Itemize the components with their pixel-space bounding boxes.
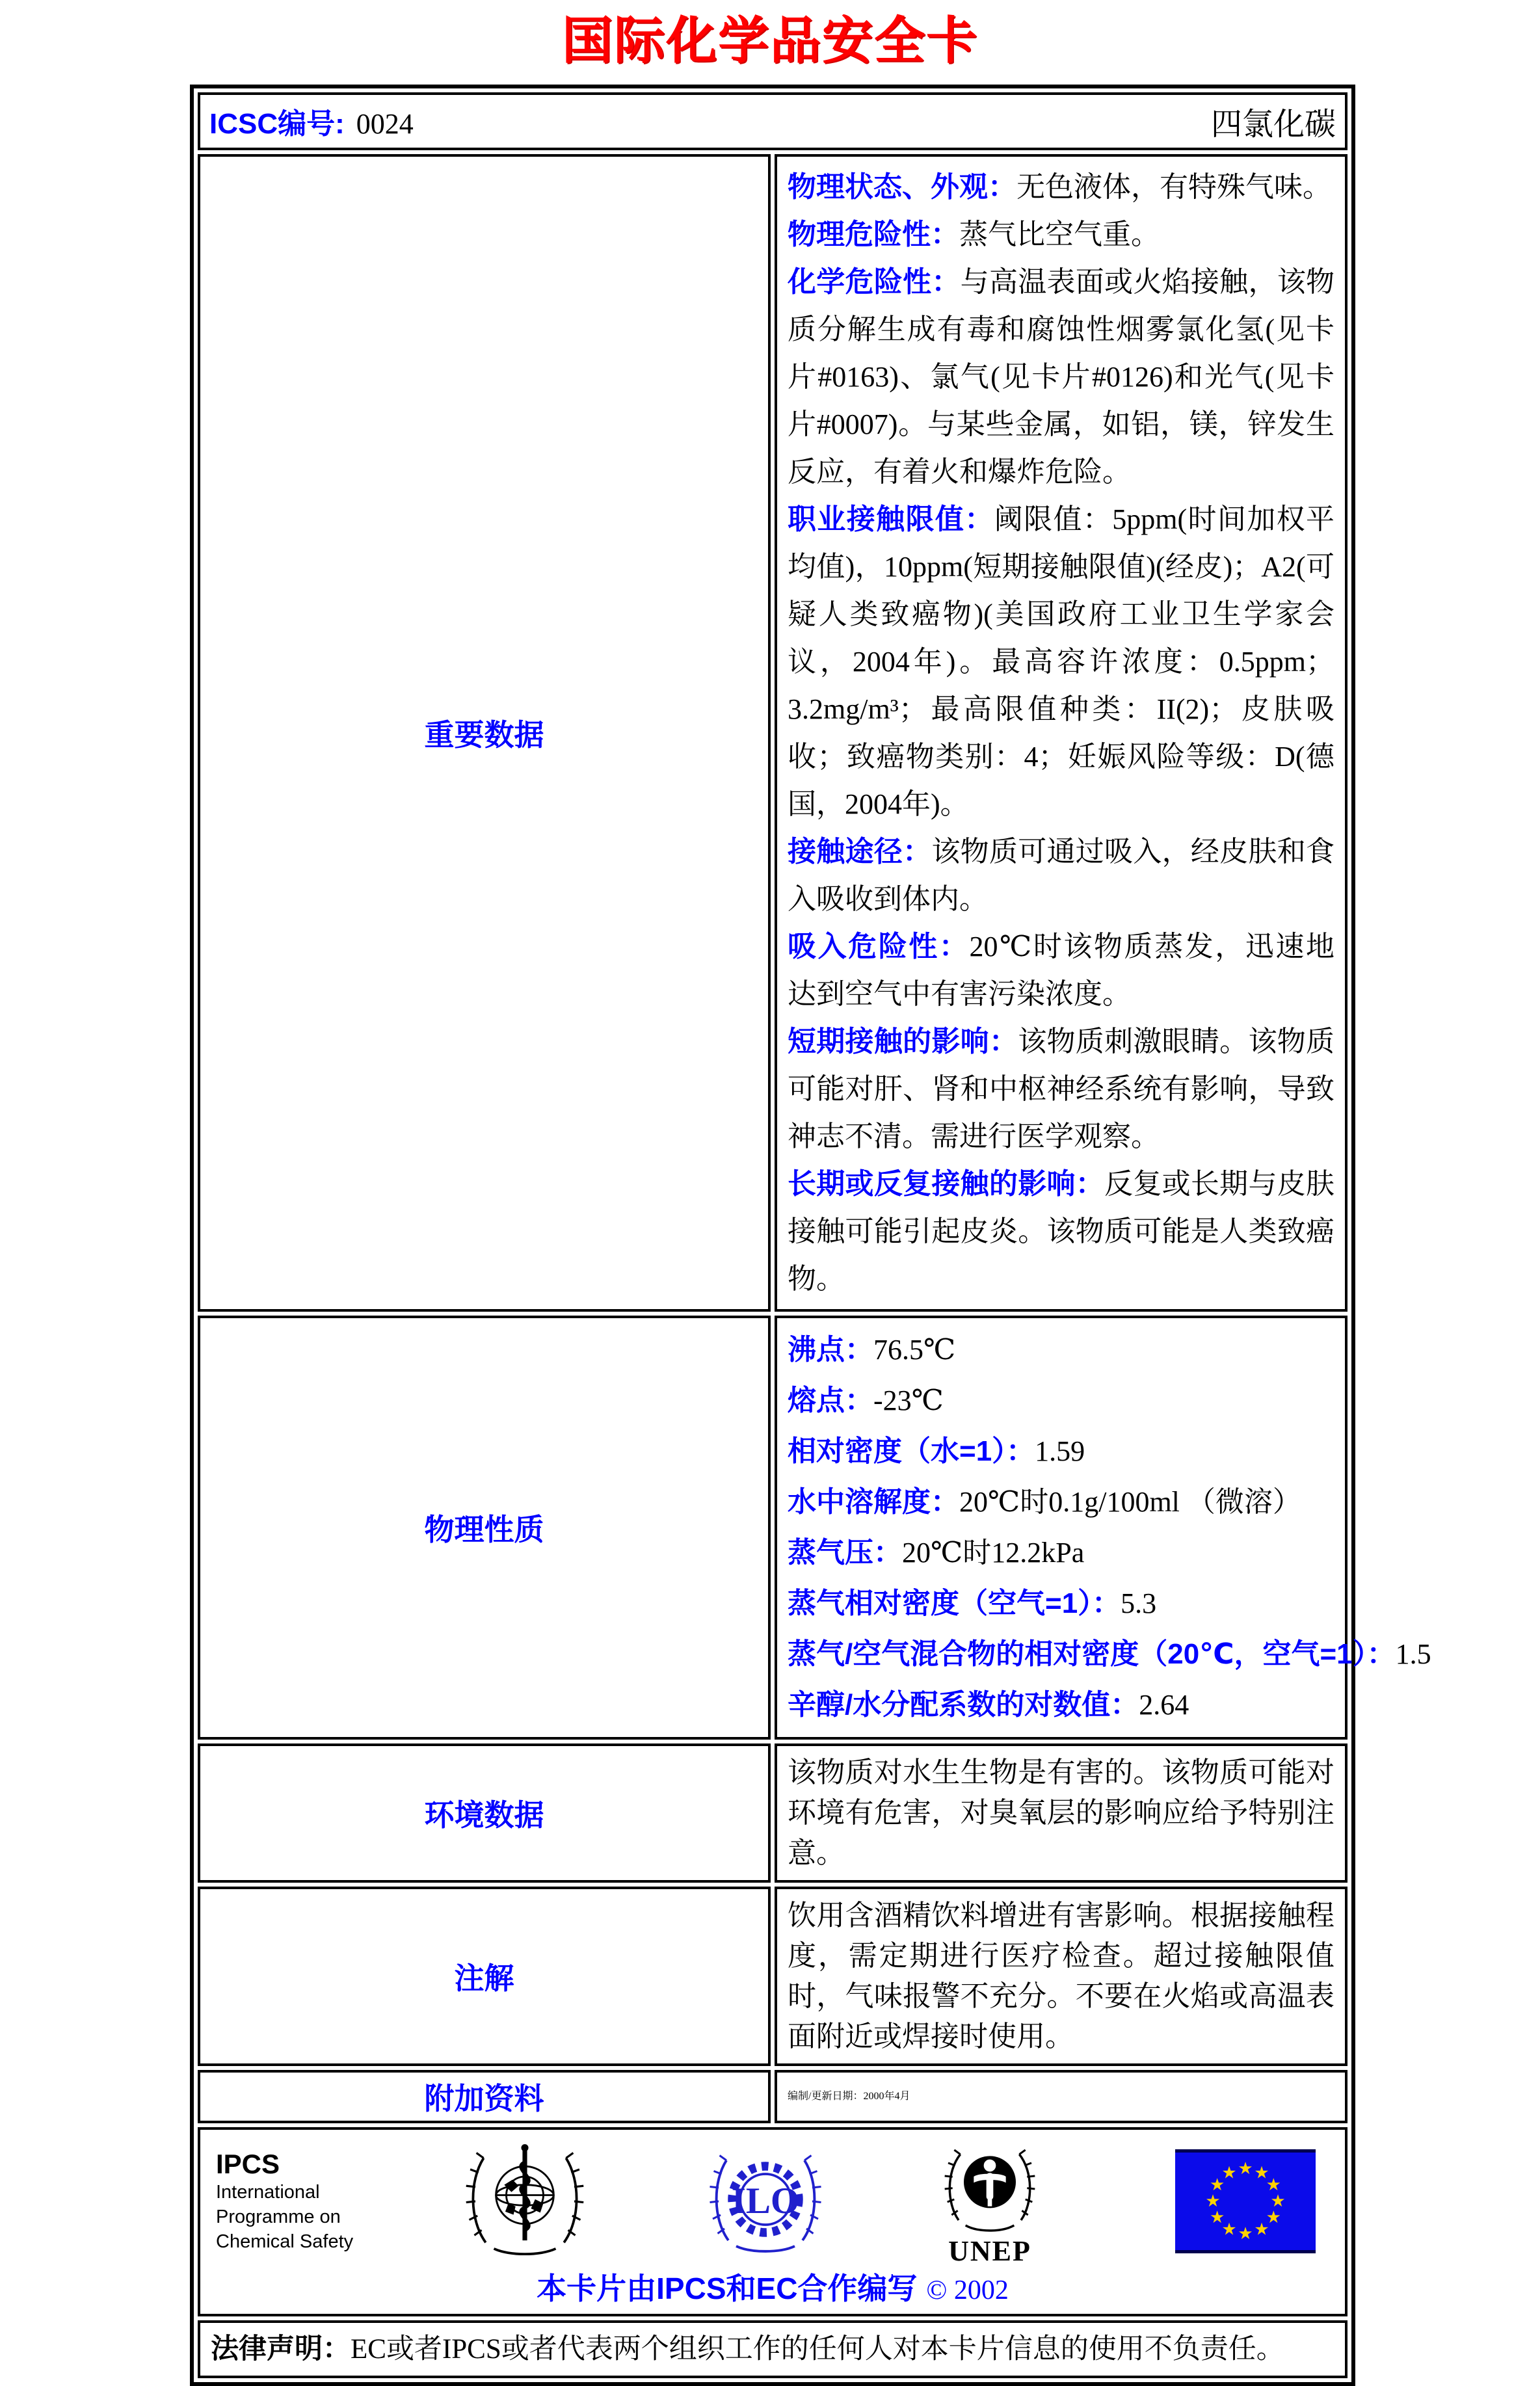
environmental-data-row <box>198 1743 1348 1883</box>
field-value: 蒸气比空气重。 <box>959 218 1160 250</box>
physical-properties-content <box>775 1316 1431 1740</box>
field-label: 职业接触限值： <box>788 503 994 535</box>
field-label: 辛醇/水分配系数的对数值： <box>788 1688 1139 1721</box>
legal-row <box>198 2320 1348 2378</box>
unep-label: UNEP <box>948 2234 1031 2267</box>
field-value: 该物质可通过吸入，经皮肤和食入吸收到体内。 <box>788 835 1335 915</box>
eu-flag-icon: ★ ★ ★ ★ ★ ★ ★ ★ ★ ★ ★ ★ <box>1175 2149 1316 2253</box>
field-label: 熔点： <box>788 1384 873 1416</box>
field-value: 该物质刺激眼睛。该物质可能对肝、肾和中枢神经系统有影响，导致神志不清。需进行医学观察。 <box>788 1025 1335 1152</box>
field-value: 阈限值：5ppm(时间加权平均值)，10ppm(短期接触限值)(经皮)；A2(可疑人类致癌物)(美国政府工业卫生学家会议，2004年)。最高容许浓度：0.5ppm；3.2mg/m³；最高限值种类：II(2)；皮肤吸收；致癌物类别：4；妊娠风险等级：D(德国，2004年)。 <box>788 503 1335 820</box>
field-label: 吸入危险性： <box>788 930 970 962</box>
field-label: 物理危险性： <box>788 218 959 250</box>
ipcs-line: Chemical Safety <box>216 2231 354 2252</box>
property-line <box>788 1528 1334 1578</box>
field-label: 水中溶解度： <box>788 1485 959 1518</box>
ipcs-acronym: IPCS <box>216 2148 280 2179</box>
field-value: 2.64 <box>1139 1688 1189 1721</box>
field-value: 76.5℃ <box>873 1333 956 1366</box>
legal-notice <box>198 2320 1348 2378</box>
field-label: 蒸气压： <box>788 1536 902 1569</box>
field-value: 20℃时该物质蒸发，迅速地达到空气中有害污染浓度。 <box>788 930 1334 1010</box>
important-item <box>788 828 1334 923</box>
page-title: 国际化学品安全卡 <box>561 12 978 69</box>
notes-content <box>775 1887 1348 2066</box>
field-value: 20℃时0.1g/100ml （微溶） <box>959 1485 1301 1518</box>
important-item <box>788 258 1334 496</box>
important-item <box>788 1160 1334 1303</box>
field-label: 接触途径： <box>788 835 932 868</box>
icsc-number-value: 0024 <box>356 108 414 140</box>
section-label-physical-properties: 物理性质 <box>198 1316 771 1740</box>
legal-label: 法律声明： <box>211 2333 351 2365</box>
unep-logo-icon <box>938 2137 1042 2266</box>
important-item <box>788 496 1334 828</box>
important-item <box>788 923 1334 1018</box>
logos-row <box>198 2127 1348 2316</box>
who-logo-icon <box>463 2140 587 2263</box>
field-value: 20℃时12.2kPa <box>902 1536 1085 1569</box>
legal-text: EC或者IPCS或者代表两个组织工作的任何人对本卡片信息的使用不负责任。 <box>351 2333 1284 2365</box>
field-value: 5.3 <box>1121 1587 1157 1619</box>
important-item <box>788 211 1334 258</box>
important-item <box>788 163 1334 211</box>
field-value: 反复或长期与皮肤接触可能引起皮炎。该物质可能是人类致癌物。 <box>788 1167 1335 1295</box>
ilo-letters: ILO <box>731 2180 800 2221</box>
property-line <box>788 1680 1334 1730</box>
header-cell <box>198 92 1348 150</box>
field-label: 蒸气/空气混合物的相对密度（20℃，空气=1）： <box>788 1637 1396 1670</box>
field-label: 相对密度（水=1）： <box>788 1435 1035 1467</box>
ipcs-line: International <box>216 2181 320 2203</box>
copyright-text: © 2002 <box>926 2275 1009 2305</box>
physical-properties-row <box>198 1316 1348 1740</box>
notes-text: 饮用含酒精饮料增进有害影响。根据接触程度，需定期进行医疗检查。超过接触限值时，气味报警不充分。不要在火焰或高温表面附近或焊接时使用。 <box>788 1899 1334 2052</box>
property-line <box>788 1325 1334 1375</box>
logos-cell <box>198 2127 1348 2316</box>
field-label: 化学危险性： <box>788 265 961 298</box>
section-label-important-data: 重要数据 <box>198 154 771 1312</box>
important-item <box>788 1018 1334 1160</box>
field-value: 1.5 <box>1395 1637 1431 1670</box>
icsc-number-group <box>209 100 414 142</box>
property-line <box>788 1375 1334 1426</box>
chemical-name: 四氯化碳 <box>1210 107 1336 142</box>
ipcs-block <box>216 2149 411 2254</box>
section-label-notes: 注解 <box>198 1887 771 2066</box>
field-value: 1.59 <box>1035 1435 1085 1467</box>
important-data-row <box>198 154 1348 1312</box>
field-label: 沸点： <box>788 1333 873 1366</box>
property-line <box>788 1578 1334 1629</box>
property-line <box>788 1477 1334 1528</box>
header-row <box>198 92 1348 150</box>
additional-info-content: 编制/更新日期：2000年4月 <box>775 2070 1348 2123</box>
field-label: 短期接触的影响： <box>788 1025 1018 1057</box>
ipcs-line: Programme on <box>216 2206 341 2227</box>
environmental-data-text: 该物质对水生生物是有害的。该物质可能对环境有危害，对臭氧层的影响应给予特别注意。 <box>788 1756 1334 1869</box>
property-line <box>788 1426 1334 1477</box>
field-value: 无色液体，有特殊气味。 <box>1016 170 1331 203</box>
field-value: -23℃ <box>873 1384 944 1416</box>
property-line <box>788 1629 1431 1680</box>
field-label: 蒸气相对密度（空气=1）： <box>788 1587 1121 1619</box>
field-value: 与高温表面或火焰接触，该物质分解生成有毒和腐蚀性烟雾氯化氢(见卡片#0163)、氯气(见卡片#0126)和光气(见卡片#0007)。与某些金属，如铝，镁，锌发生反应，有着火和爆炸危险。 <box>788 265 1335 488</box>
field-label: 物理状态、外观： <box>788 170 1016 203</box>
icsc-card-table <box>190 85 1431 2386</box>
ilo-logo-icon <box>707 2143 824 2260</box>
section-label-additional-info: 附加资料 <box>198 2070 771 2123</box>
cooperation-caption <box>216 2270 1329 2309</box>
section-label-environmental-data: 环境数据 <box>198 1743 771 1883</box>
icsc-number-label: ICSC编号: <box>209 108 345 140</box>
notes-row <box>198 1887 1348 2066</box>
caption-text: 本卡片由IPCS和EC合作编写 <box>537 2271 918 2305</box>
field-label: 长期或反复接触的影响： <box>788 1167 1105 1200</box>
environmental-data-content <box>775 1743 1348 1883</box>
important-data-content <box>775 154 1348 1312</box>
additional-info-row <box>198 2070 1348 2123</box>
